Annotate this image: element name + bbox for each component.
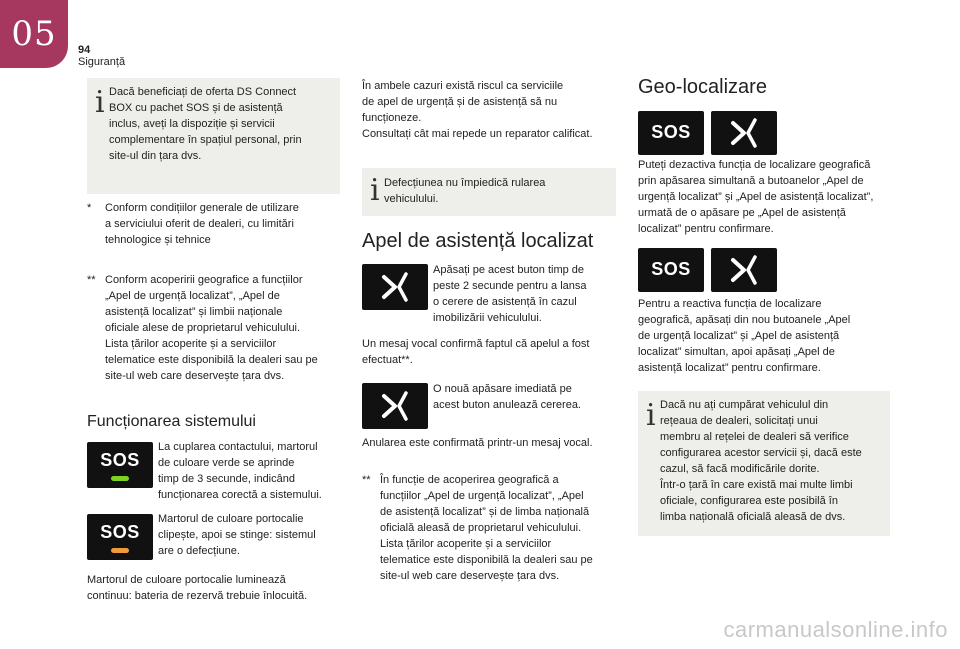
- heading-assistance-call: Apel de asistență localizat: [362, 230, 594, 252]
- info-box-malfunction: [362, 168, 616, 216]
- text-press-button: Apăsați pe acest buton timp de peste 2 secunde pentru a lansa o cerere de asistență în cazul imobilizării vehiculului.: [433, 264, 587, 324]
- text-orange-led: Martorul de culoare portocalie clipește, apoi se stinge: sistemul are o defecțiune.: [158, 513, 316, 557]
- section-title: Siguranță: [78, 56, 126, 68]
- chapter-number: 05: [11, 14, 57, 54]
- ds-assistance-button: [711, 111, 777, 155]
- footnote-coverage: În funcție de acoperirea geografică a funcțiilor „Apel de urgență localizat”, „Apel de asistență localizat” și de limba națională oficială aleasă de proprietarul vehiculului. Lista țărilor acoperite și a serviciilor telematice este disponibilă la dealeri sau pe site-ul web care deservește țara dvs.: [380, 474, 593, 582]
- info-icon: i: [646, 398, 656, 433]
- footnote-mark: **: [362, 474, 371, 486]
- text-cancel: O nouă apăsare imediată pe acest buton anulează cererea.: [433, 383, 581, 411]
- footnote-coverage: Conform acoperirii geografice a funcțiilor „Apel de urgență localizat”, „Apel de asistență localizat” și limbii naționale oficiale alese de proprietarul vehiculului. Lista țărilor acoperite și a serviciilor telematice este disponibilă la dealeri sau pe site-ul web care deservește țara dvs.: [105, 274, 318, 382]
- sos-label: SOS: [100, 450, 140, 470]
- text-deactivate: Puteți dezactiva funcția de localizare geografică prin apăsarea simultană a butoanelor „Apel de urgență localizat” și „Apel de asistență localizat”, urmată de o apăsare pe „Apel de asistență localizat” pentru confirmare.: [638, 159, 874, 235]
- heading-system-operation: Funcționarea sistemului: [87, 413, 256, 430]
- green-led-icon: [111, 476, 129, 481]
- sos-label: SOS: [651, 259, 691, 279]
- sos-button-orange-led: [87, 514, 153, 560]
- orange-led-icon: [111, 548, 129, 553]
- info-text: Dacă beneficiați de oferta DS Connect BOX cu pachet SOS și de asistență inclus, aveți la dispoziție și servicii complementare în spațiul personal, prin site-ul din țara dvs.: [109, 86, 302, 162]
- info-box-dealer: [638, 391, 890, 536]
- page-number: 94: [78, 44, 91, 56]
- footnote-terms: Conform condițiilor generale de utilizare a serviciului oferit de dealeri, cu limitări tehnologice și tehnice: [105, 202, 299, 246]
- heading-geolocation: Geo-localizare: [638, 76, 767, 98]
- text-battery: Martorul de culoare portocalie luminează continuu: bateria de rezervă trebuie înlocuită.: [87, 574, 308, 602]
- text-green-led: La cuplarea contactului, martorul de culoare verde se aprinde timp de 3 secunde, indicând funcționarea corectă a sistemului.: [158, 441, 322, 501]
- info-icon: i: [95, 85, 105, 120]
- sos-label: SOS: [100, 522, 140, 542]
- info-text: Dacă nu ați cumpărat vehiculul din rețeaua de dealeri, solicitați unui membru al rețelei de dealeri să verifice configurarea acestor servicii și, dacă este cazul, să facă modificările dorite. Într-o țară în care există mai multe limbi oficiale, configurarea este posibilă în limba națională oficială aleasă de dvs.: [660, 399, 862, 523]
- sos-button: [638, 248, 704, 292]
- footnote-mark: *: [87, 202, 92, 214]
- chapter-tab: [0, 0, 68, 68]
- info-box-ds-connect: [87, 78, 340, 194]
- sos-label: SOS: [651, 122, 691, 142]
- watermark: carmanualsonline.info: [723, 617, 948, 642]
- ds-logo-icon: [362, 264, 428, 310]
- ds-logo-icon: [362, 383, 428, 429]
- sos-button: [638, 111, 704, 155]
- ds-logo-icon: [711, 248, 777, 292]
- text-reactivate: Pentru a reactiva funcția de localizare geografică, apăsați din nou butoanele „Apel de urgență localizat” și „Apel de asistență localizat” simultan, apoi apăsați „Apel de asistență localizat” pentru confirmare.: [638, 298, 851, 374]
- text-risk: În ambele cazuri există riscul ca serviciile de apel de urgență și de asistență să nu funcționeze. Consultați cât mai repede un reparator calificat.: [362, 80, 593, 140]
- info-icon: i: [370, 173, 380, 208]
- ds-assistance-button: [362, 264, 428, 310]
- info-text: Defecțiunea nu împiedică rularea vehiculului.: [384, 177, 546, 205]
- text-voice-confirm: Un mesaj vocal confirmă faptul că apelul a fost efectuat**.: [362, 338, 590, 366]
- footnote-mark: **: [87, 274, 96, 286]
- ds-assistance-button: [711, 248, 777, 292]
- ds-logo-icon: [711, 111, 777, 155]
- ds-assistance-button: [362, 383, 428, 429]
- sos-button-green-led: [87, 442, 153, 488]
- text-cancel-confirm: Anularea este confirmată printr-un mesaj vocal.: [362, 437, 593, 449]
